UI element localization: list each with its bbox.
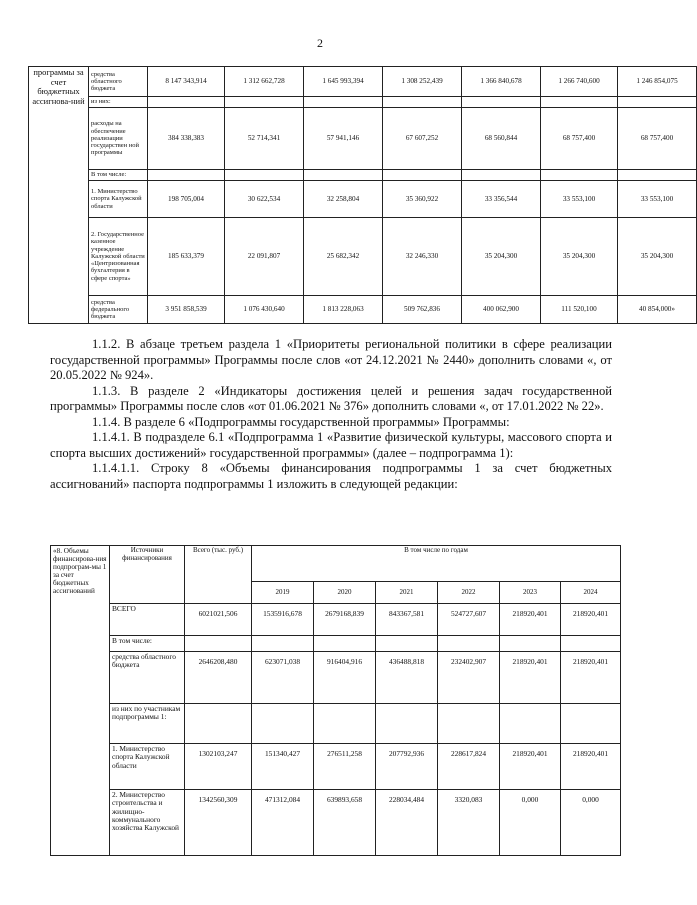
cell-value: 1 312 662,728 (225, 67, 304, 97)
cell-value: 218920,401 (561, 652, 621, 704)
cell-value: 33 553,100 (618, 181, 697, 218)
cell-value: 509 762,836 (383, 296, 462, 324)
cell-value: 32 246,330 (383, 218, 462, 296)
header-year: 2019 (252, 582, 314, 604)
cell-value: 151340,427 (252, 744, 314, 790)
cell-value: 1 076 430,640 (225, 296, 304, 324)
cell-value: 3 951 858,539 (148, 296, 225, 324)
cell-value: 33 553,100 (541, 181, 618, 218)
page-number: 2 (317, 36, 323, 50)
cell-value: 35 204,300 (618, 218, 697, 296)
cell-value: 207792,936 (376, 744, 438, 790)
cell-value: 30 622,534 (225, 181, 304, 218)
cell-value: 35 204,300 (462, 218, 541, 296)
cell-value: 400 062,900 (462, 296, 541, 324)
cell-value: 8 147 343,914 (148, 67, 225, 97)
cell-value: 68 757,400 (618, 108, 697, 170)
cell-value: 22 091,807 (225, 218, 304, 296)
cell-value: 32 258,804 (304, 181, 383, 218)
cell-value: 25 682,342 (304, 218, 383, 296)
cell-value: 111 520,100 (541, 296, 618, 324)
cell-value: 276511,258 (314, 744, 376, 790)
cell-value: 68 757,400 (541, 108, 618, 170)
row-label: 1. Министерство спорта Калужской области (110, 744, 185, 790)
cell-value: 1 308 252,439 (383, 67, 462, 97)
paragraph: 1.1.4.1. В подразделе 6.1 «Подпрограмма 1 «Развитие физической культуры, массового спорта и спорта высших достижений» государственной программы» (далее – подпрограмма 1): (50, 430, 612, 460)
cell-value: 2679168,839 (314, 604, 376, 636)
cell-value: 1 366 840,678 (462, 67, 541, 97)
cell-value: 218920,401 (500, 604, 561, 636)
cell-value: 623071,038 (252, 652, 314, 704)
cell-total: 1302103,247 (185, 744, 252, 790)
header-year: 2022 (438, 582, 500, 604)
cell-value: 67 607,252 (383, 108, 462, 170)
paragraph: 1.1.2. В абзаце третьем раздела 1 «Приоритеты региональной политики в сфере реализации государственной программы» Программы после слов «от 24.12.2021 № 2440» дополнить словами «, от 20.05.2022 № 924». (50, 337, 612, 382)
cell-value: 228034,484 (376, 790, 438, 856)
cell-total: 6021021,506 (185, 604, 252, 636)
amendment-text (50, 337, 612, 492)
row-label: расходы на обеспечение реализации государствен ной программы (89, 108, 148, 170)
cell-value: 1 813 228,063 (304, 296, 383, 324)
row-label: В том числе: (89, 170, 148, 181)
cell-value: 916404,916 (314, 652, 376, 704)
program-label-cell: программы за счет бюджетных ассигнова-ний (29, 67, 89, 324)
cell-value: 228617,824 (438, 744, 500, 790)
cell-value: 232402,907 (438, 652, 500, 704)
cell-value: 384 338,383 (148, 108, 225, 170)
paragraph: 1.1.3. В разделе 2 «Индикаторы достижения целей и решения задач государственной программы» Программы после слов «от 01.06.2021 № 376» дополнить словами «, от 17.01.2022 № 22». (50, 383, 612, 413)
header-years-group: В том числе по годам (252, 546, 621, 582)
subprogram-label-cell: «8. Объемы финансирова-ния подпрограм-мы 1 за счет бюджетных ассигнований (51, 546, 110, 856)
row-label: 1. Министерство спорта Калужской области (89, 181, 148, 218)
row-label: В том числе: (110, 636, 185, 652)
cell-total: 2646208,480 (185, 652, 252, 704)
row-label: из них по участникам подпрограммы 1: (110, 704, 185, 744)
row-label: средства федерального бюджета (89, 296, 148, 324)
cell-value: 0,000 (561, 790, 621, 856)
row-label: средства областного бюджета (110, 652, 185, 704)
cell-value: 0,000 (500, 790, 561, 856)
cell-value: 198 705,004 (148, 181, 225, 218)
row-label: ВСЕГО (110, 604, 185, 636)
paragraph: 1.1.4. В разделе 6 «Подпрограммы государственной программы» Программы: (92, 414, 510, 429)
cell-value: 218920,401 (500, 652, 561, 704)
cell-value: 218920,401 (561, 744, 621, 790)
header-sources: Источники финансирования (110, 546, 185, 604)
cell-value: 1 645 993,394 (304, 67, 383, 97)
financing-table-continued (28, 66, 697, 324)
cell-value: 33 356,544 (462, 181, 541, 218)
cell-total: 1342560,309 (185, 790, 252, 856)
cell-value: 436488,818 (376, 652, 438, 704)
cell-value: 57 941,146 (304, 108, 383, 170)
cell-value: 524727,607 (438, 604, 500, 636)
cell-value: 218920,401 (500, 744, 561, 790)
paragraph: 1.1.4.1.1. Строку 8 «Объемы финансирования подпрограммы 1 за счет бюджетных ассигнований» паспорта подпрограммы 1 изложить в следующей редакции: (50, 461, 612, 491)
cell-value: 185 633,379 (148, 218, 225, 296)
cell-value: 218920,401 (561, 604, 621, 636)
header-year: 2021 (376, 582, 438, 604)
cell-value: 1535916,678 (252, 604, 314, 636)
cell-value: 843367,581 (376, 604, 438, 636)
cell-value: 1 266 740,600 (541, 67, 618, 97)
row-label: средства областного бюджета (89, 67, 148, 97)
header-total: Всего (тыс. руб.) (185, 546, 252, 604)
header-year: 2023 (500, 582, 561, 604)
cell-value: 35 204,300 (541, 218, 618, 296)
cell-value: 639893,658 (314, 790, 376, 856)
row-label: 2. Министерство строительства и жилищно-коммунального хозяйства Калужской (110, 790, 185, 856)
cell-value: 52 714,341 (225, 108, 304, 170)
row-label: из них: (89, 97, 148, 108)
header-year: 2020 (314, 582, 376, 604)
header-year: 2024 (561, 582, 621, 604)
cell-value: 471312,084 (252, 790, 314, 856)
cell-value: 3320,083 (438, 790, 500, 856)
cell-value: 1 246 854,075 (618, 67, 697, 97)
row-label: 2. Государственное казенное учреждение Калужской области «Центризованная бухгалтерия в сфере спорта» (89, 218, 148, 296)
cell-value: 35 360,922 (383, 181, 462, 218)
cell-value: 40 854,000» (618, 296, 697, 324)
subprogram-financing-table (50, 545, 621, 856)
cell-value: 68 560,844 (462, 108, 541, 170)
